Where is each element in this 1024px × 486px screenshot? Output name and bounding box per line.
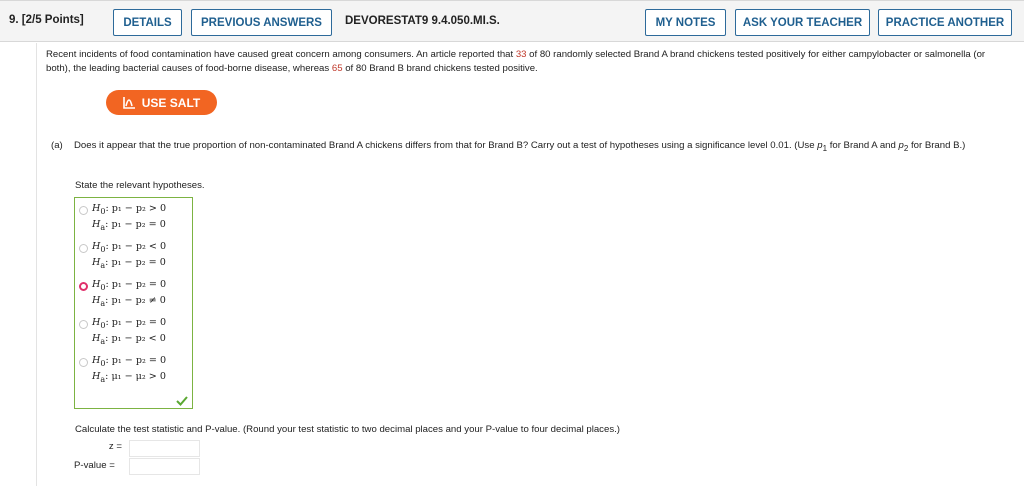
use-salt-button[interactable] [106, 90, 217, 115]
p1-symbol: p [817, 140, 823, 151]
correct-check-icon [176, 393, 188, 411]
state-hypotheses-prompt: State the relevant hypotheses. [75, 180, 205, 191]
part-a-label: (a) [51, 140, 63, 151]
part-a-text-2: for Brand A and [827, 140, 899, 151]
my-notes-button[interactable]: MY NOTES [645, 9, 726, 36]
intro-text-3: of 80 Brand B brand chickens tested positive. [342, 62, 538, 74]
intro-text-2: of 80 randomly selected Brand A brand chickens tested positively for either campylobacter or salmonella (or both), the leading bacterial causes of food-borne disease, whereas [46, 49, 986, 74]
alt-hypothesis: $H_a$: p₁ − p₂ = 0 [92, 257, 166, 270]
radio-button[interactable] [79, 244, 88, 253]
alt-hypothesis: $H_a$: p₁ − p₂ < 0 [92, 333, 166, 346]
question-header [0, 0, 1024, 42]
part-a-text-3: for Brand B.) [908, 140, 966, 151]
alt-hypothesis: $H_a$: p₁ − p₂ ≠ 0 [92, 295, 166, 308]
calculate-prompt: Calculate the test statistic and P-value. (Round your test statistic to two decimal places and your P-value to four decimal places.) [75, 424, 620, 435]
z-label: z = [108, 441, 122, 452]
ask-your-teacher-button[interactable]: ASK YOUR TEACHER [735, 9, 870, 36]
brand-b-count: 65 [331, 62, 343, 74]
details-button[interactable]: DETAILS [113, 9, 182, 36]
question-number: 9. [2/5 Points] [9, 14, 84, 26]
alt-hypothesis: $H_a$: μ₁ − μ₂ > 0 [92, 371, 166, 384]
part-a-text-1: Does it appear that the true proportion of non-contaminated Brand A chickens differs from that for Brand B? Carry out a test of hypotheses using a significance level 0.01. (Use [74, 140, 818, 151]
pvalue-label: P-value = [74, 460, 115, 471]
intro-text-1: Recent incidents of food contamination have caused great concern among consumers. An article reported that [46, 49, 516, 60]
hypothesis-option-4[interactable] [77, 314, 189, 348]
hypothesis-option-2[interactable] [77, 238, 189, 272]
radio-button-selected[interactable] [79, 282, 88, 291]
z-input[interactable] [129, 440, 200, 457]
brand-a-count: 33 [515, 49, 527, 60]
alt-hypothesis: $H_a$: p₁ − p₂ = 0 [92, 219, 166, 232]
previous-answers-button[interactable]: PREVIOUS ANSWERS [191, 9, 332, 36]
null-hypothesis: $H_0$: p₁ − p₂ < 0 [92, 241, 167, 254]
p1-subscript: 1 [822, 143, 828, 153]
radio-button[interactable] [79, 206, 88, 215]
radio-button[interactable] [79, 320, 88, 329]
problem-id: DEVORESTAT9 9.4.050.MI.S. [345, 15, 500, 27]
salt-chart-icon [123, 96, 136, 109]
hypothesis-option-1[interactable] [77, 200, 189, 234]
use-salt-label: USE SALT [141, 95, 201, 110]
hypotheses-answer-box [74, 197, 193, 409]
problem-statement [46, 48, 986, 75]
part-a-text [74, 139, 999, 156]
hypothesis-option-5[interactable] [77, 352, 189, 386]
pvalue-input[interactable] [129, 458, 200, 475]
p2-subscript: 2 [903, 143, 909, 153]
null-hypothesis: $H_0$: p₁ − p₂ = 0 [92, 355, 167, 368]
null-hypothesis: $H_0$: p₁ − p₂ = 0 [92, 279, 167, 292]
practice-another-button[interactable]: PRACTICE ANOTHER [878, 9, 1012, 36]
null-hypothesis: $H_0$: p₁ − p₂ > 0 [92, 203, 167, 216]
radio-button[interactable] [79, 358, 88, 367]
hypothesis-option-3[interactable] [77, 276, 189, 310]
null-hypothesis: $H_0$: p₁ − p₂ = 0 [92, 317, 167, 330]
p2-symbol: p [898, 140, 904, 151]
